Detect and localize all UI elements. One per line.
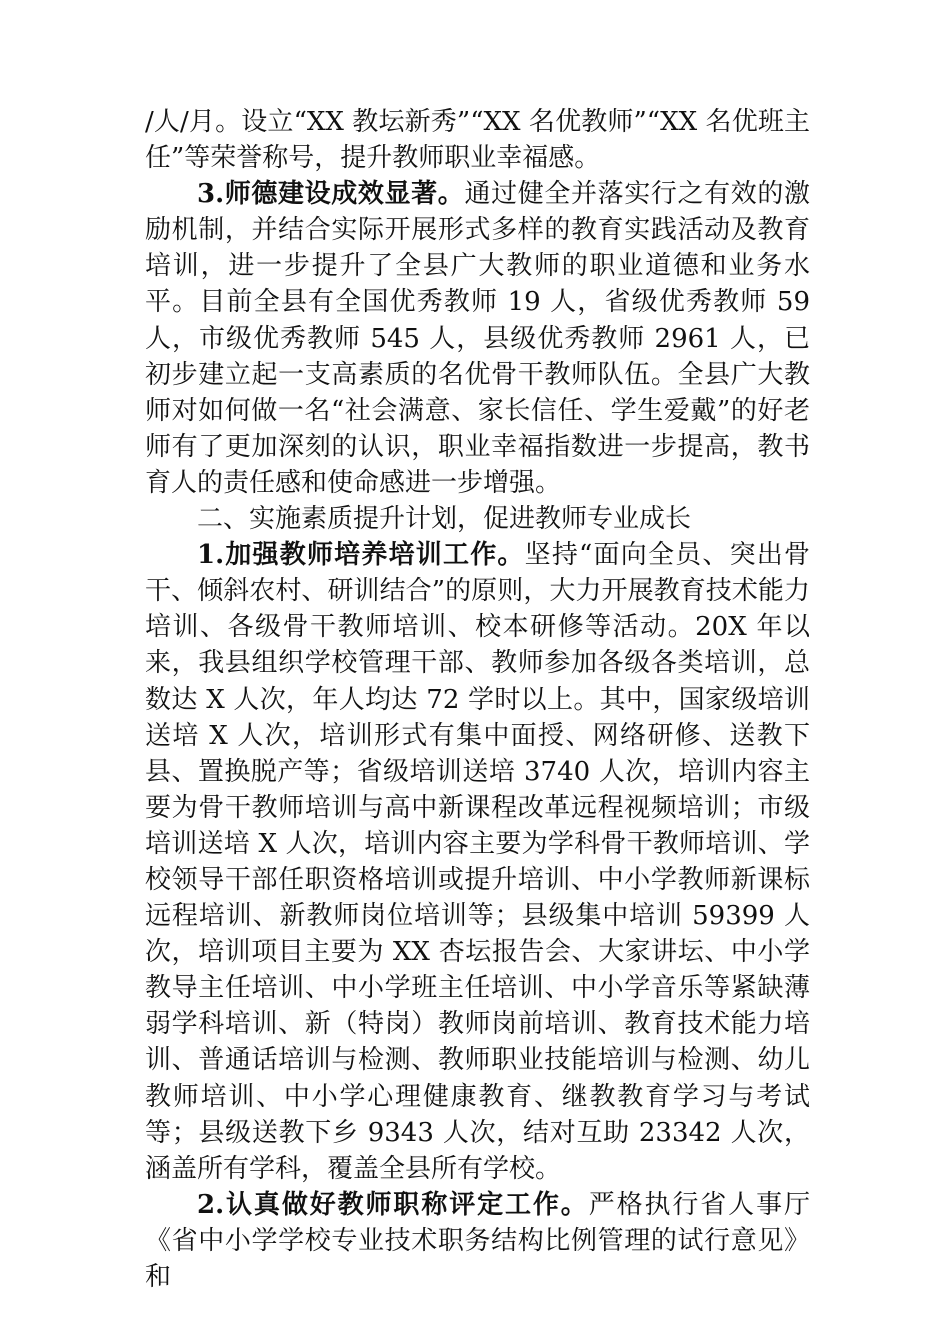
document-body <box>145 104 810 1295</box>
section-heading-text: 二、实施素质提升计划，促进教师专业成长 <box>197 504 692 535</box>
paragraph-continuation <box>145 104 810 176</box>
paragraph-heading: 3.师德建设成效显著。 <box>197 179 465 210</box>
paragraph-heading: 2.认真做好教师职称评定工作。 <box>197 1189 589 1220</box>
paragraph-title-evaluation <box>145 1187 810 1295</box>
paragraph-ethics <box>145 176 810 501</box>
paragraph-text: /人/月。设立“XX 教坛新秀”“XX 名优教师”“XX 名优班主任”等荣誉称号，提升教师职业幸福感。 <box>145 107 810 174</box>
paragraph-text: 通过健全并落实行之有效的激励机制，并结合实际开展形式多样的教育实践活动及教育培训，进一步提升了全县广大教师的职业道德和业务水平。目前全县有全国优秀教师 19 人，省级优秀教师 59 人，市级优秀教师 545 人，县级优秀教师 2961 人，已初步建立起一支高素质的名优骨干教师队伍。全县广大教师对如何做一名“社会满意、家长信任、学生爱戴”的好老师有了更加深刻的认识，职业幸福指数进一步提高，教书育人的责任感和使命感进一步增强。 <box>145 179 810 498</box>
paragraph-text: 严格执行省人事厅《省中小学学校专业技术职务结构比例管理的试行意见》和 <box>145 1189 810 1292</box>
section-heading <box>145 501 810 537</box>
paragraph-heading: 1.加强教师培养培训工作。 <box>197 540 525 571</box>
paragraph-text: 坚持“面向全员、突出骨干、倾斜农村、研训结合”的原则，大力开展教育技术能力培训、各级骨干教师培训、校本研修等活动。20X 年以来，我县组织学校管理干部、教师参加各级各类培训，总数达 X 人次，年人均达 72 学时以上。其中，国家级培训送培 X 人次，培训形式有集中面授、网络研修、送教下县、置换脱产等；省级培训送培 3740 人次，培训内容主要为骨干教师培训与高中新课程改革远程视频培训；市级培训送培 X 人次，培训内容主要为学科骨干教师培训、学校领导干部任职资格培训或提升培训、中小学教师新课标远程培训、新教师岗位培训等；县级集中培训 59399 人次，培训项目主要为 XX 杏坛报告会、大家讲坛、中小学教导主任培训、中小学班主任培训、中小学音乐等紧缺薄弱学科培训、新（特岗）教师岗前培训、教育技术能力培训、普通话培训与检测、教师职业技能培训与检测、幼儿教师培训、中小学心理健康教育、继教教育学习与考试等；县级送教下乡 9343 人次，结对互助 23342 人次，涵盖所有学科，覆盖全县所有学校。 <box>145 540 810 1184</box>
paragraph-training <box>145 537 810 1187</box>
